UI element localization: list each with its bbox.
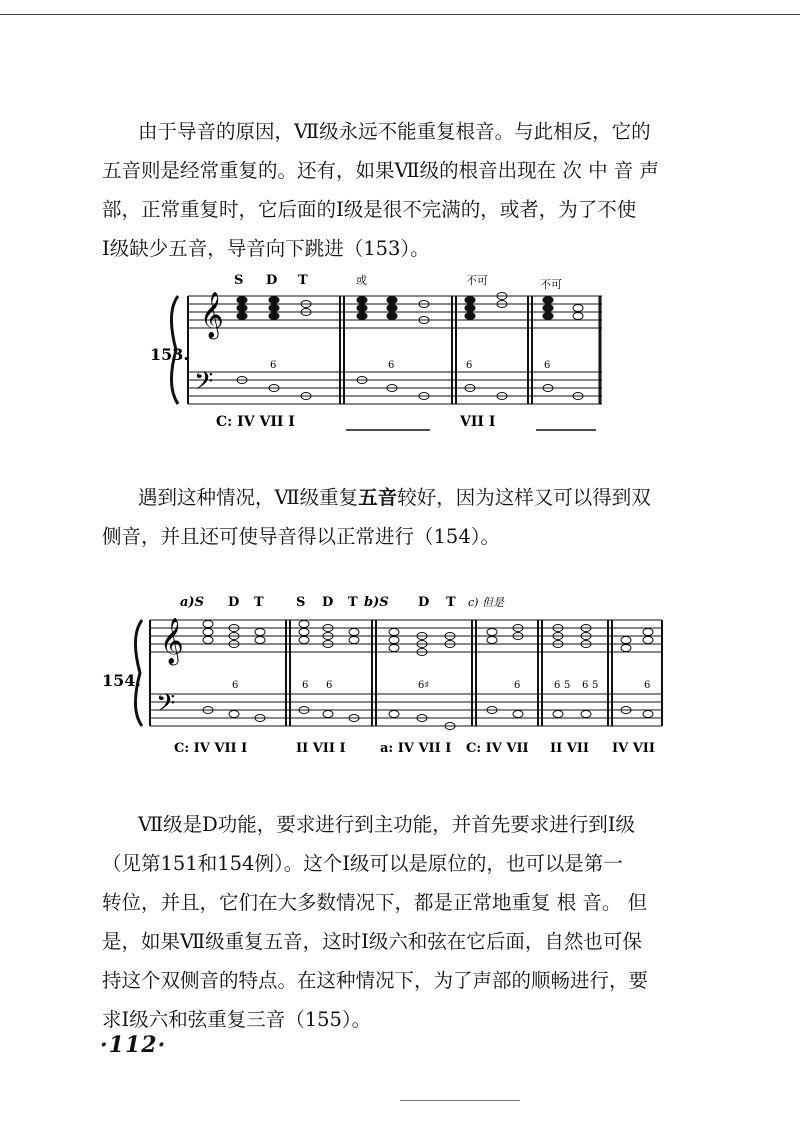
figured-bass: 6: [270, 360, 277, 371]
paragraph-3-line: 持这个双侧音的特点。在这种情况下，为了声部的顺畅进行，要: [102, 969, 649, 992]
figured-bass: 6: [302, 680, 309, 691]
function-label: a)S: [180, 595, 204, 610]
figured-bass: 6: [582, 680, 589, 691]
degree-labels: a: IV VII I: [380, 741, 452, 756]
figured-bass: 6: [326, 680, 333, 691]
annotation-label: 或: [356, 274, 367, 287]
figured-bass: 6: [644, 680, 651, 691]
figured-bass: 6: [388, 360, 395, 371]
annotation-label: 不可: [466, 274, 488, 287]
figured-bass: 5: [592, 680, 599, 691]
paragraph-3: [102, 805, 687, 1039]
degree-labels: C: IV VII I: [174, 741, 248, 756]
annotation-label: c) 但是: [468, 596, 504, 609]
function-label: D: [266, 273, 278, 288]
degree-labels: II VII: [550, 741, 589, 756]
figured-bass: 6: [514, 680, 521, 691]
music-example-153: [130, 268, 620, 438]
bass-clef-icon: 𝄢: [156, 689, 176, 724]
degree-labels: C: IV VII: [466, 741, 529, 756]
annotation-label: 不可: [540, 278, 562, 291]
degree-labels: VII I: [460, 414, 496, 430]
function-label: D: [322, 595, 334, 610]
bass-clef-icon: 𝄢: [194, 367, 214, 402]
figured-bass: 6: [232, 680, 239, 691]
paragraph-1-line: 部，正常重复时，它后面的Ⅰ级是很不完满的，或者，为了不使: [102, 198, 637, 221]
example-number: 154.: [102, 671, 141, 690]
function-label: T: [298, 273, 308, 288]
paragraph-3-line: Ⅶ级是D功能，要求进行到主功能，并首先要求进行到Ⅰ级: [138, 813, 636, 836]
function-label: D: [418, 595, 430, 610]
paragraph-2-line: 侧音，并且还可使导音得以正常进行（154）。: [102, 525, 500, 548]
degree-labels: II VII I: [296, 741, 346, 756]
paragraph-3-line: （见第151和154例）。这个Ⅰ级可以是原位的，也可以是第一: [102, 852, 623, 875]
function-label: T: [254, 595, 264, 610]
figured-bass: 6: [466, 360, 473, 371]
function-label: D: [228, 595, 240, 610]
paragraph-1-line: 由于导音的原因，Ⅶ级永远不能重复根音。与此相反，它的: [138, 120, 651, 143]
paragraph-1: [102, 112, 687, 268]
music-example-154: [100, 590, 680, 765]
chord-noteheads: [203, 621, 653, 730]
function-label: b)S: [364, 595, 389, 610]
treble-clef-icon: 𝄞: [160, 618, 184, 664]
figured-bass: 6: [554, 680, 561, 691]
paragraph-2: [102, 478, 687, 556]
treble-clef-icon: 𝄞: [200, 292, 224, 338]
figured-bass: 6: [544, 360, 551, 371]
function-label: S: [234, 273, 244, 288]
figured-bass: 5: [564, 680, 571, 691]
emphasized-term: 五音: [358, 486, 398, 509]
function-label: T: [348, 595, 358, 610]
figured-bass: 6♯: [418, 680, 430, 691]
page-bottom-rule: [400, 1100, 520, 1101]
page-number: ·112·: [100, 1032, 167, 1058]
paragraph-2-line: 遇到这种情况，Ⅶ级重复五音较好，因为这样又可以得到双: [138, 486, 651, 509]
function-label: T: [446, 595, 456, 610]
paragraph-3-line: 转位，并且，它们在大多数情况下，都是正常地重复 根 音。 但: [102, 891, 648, 914]
paragraph-1-line: 五音则是经常重复的。还有，如果Ⅶ级的根音出现在 次 中 音 声: [102, 159, 659, 182]
paragraph-1-line: Ⅰ级缺少五音，导音向下跳进（153）。: [102, 237, 430, 260]
paragraph-3-line: 求Ⅰ级六和弦重复三音（155）。: [102, 1008, 372, 1031]
degree-labels: IV VII: [612, 741, 655, 756]
page-top-rule: [0, 14, 800, 15]
degree-labels: C: IV VII I: [216, 414, 295, 430]
example-number: 153.: [150, 345, 189, 364]
paragraph-3-line: 是，如果Ⅶ级重复五音，这时Ⅰ级六和弦在它后面，自然也可保: [102, 930, 642, 953]
function-label: S: [296, 595, 306, 610]
